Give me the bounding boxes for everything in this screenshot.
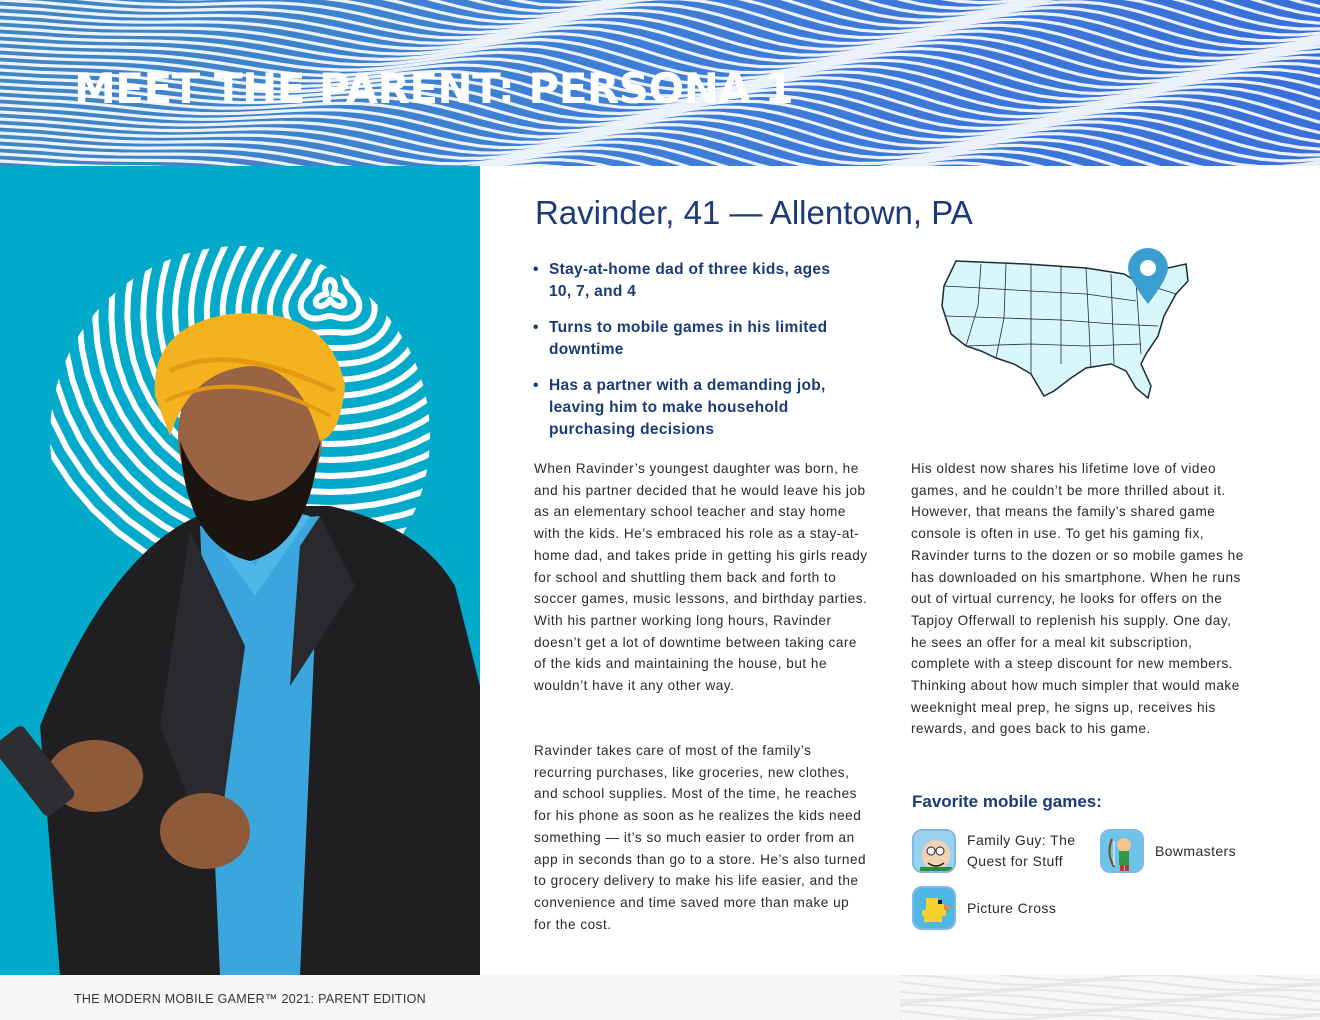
game-name: Picture Cross	[967, 899, 1057, 916]
favorites-heading: Favorite mobile games:	[912, 792, 1102, 811]
picture-cross-icon	[912, 886, 956, 930]
persona-bullets	[533, 259, 853, 455]
game-item-family-guy	[912, 829, 1092, 873]
persona-photo	[0, 166, 480, 975]
bullet-item: • Stay-at-home dad of three kids, ages 10, 7, and 4	[533, 259, 853, 303]
bowmasters-icon	[1100, 829, 1144, 873]
footer	[0, 975, 1320, 1020]
story-paragraph-2: Ravinder takes care of most of the family’s recurring purchases, like groceries, new clothes, and school supplies. Most of the time, he reaches for his phone as soon as he realizes the kids need something — it’s so much easier to order from an app in seconds than go to a store. He’s also turned to grocery delivery to make his life easier, and the convenience and time saved more than make up for the cost.	[534, 743, 867, 932]
family-guy-icon	[912, 829, 956, 873]
bullet-item: • Turns to mobile games in his limited downtime	[533, 317, 853, 361]
persona-heading: Ravinder, 41 — Allentown, PA	[535, 194, 973, 231]
story-paragraph-3: His oldest now shares his lifetime love of video games, and he couldn’t be more thrilled about it. However, that means the family’s shared game console is often in use. To get his gaming fix, Ravinder turns to the dozen or so mobile games he has downloaded on his smartphone. When he runs out of virtual currency, he looks for offers on the Tapjoy Offerwall to replenish his supply. One day, he sees an offer for a meal kit subscription, complete with a steep discount for new members. Thinking about how much simpler that would make weeknight meal prep, he signs up, receives his rewards, and goes back to his game.	[911, 461, 1244, 737]
game-name: Family Guy: The Quest for Stuff	[967, 832, 1076, 869]
footer-title: THE MODERN MOBILE GAMER™ 2021: PARENT EDITION	[74, 992, 426, 1006]
footer-wave-line	[900, 985, 1320, 995]
game-item-bowmasters	[1100, 829, 1270, 873]
game-item-picture-cross	[912, 886, 1092, 930]
story-paragraph-1: When Ravinder’s youngest daughter was born, he and his partner decided that he would leave his job as an elementary school teacher and stay home with the kids. He’s embraced his role as a stay-at-home dad, and takes pride in getting his girls ready for school and shuttling them back and forth to soccer games, music lessons, and birthday parties. With his partner working long hours, Ravinder doesn’t get a lot of downtime between taking care of the kids and maintaining the house, but he wouldn’t have it any other way.	[534, 461, 868, 694]
us-map	[936, 246, 1196, 406]
page-title: MEET THE PARENT: PERSONA 1	[74, 64, 794, 113]
bullet-item: • Has a partner with a demanding job, leaving him to make household purchasing decisions	[533, 375, 853, 441]
game-name: Bowmasters	[1155, 842, 1237, 859]
header-banner	[0, 0, 1320, 166]
